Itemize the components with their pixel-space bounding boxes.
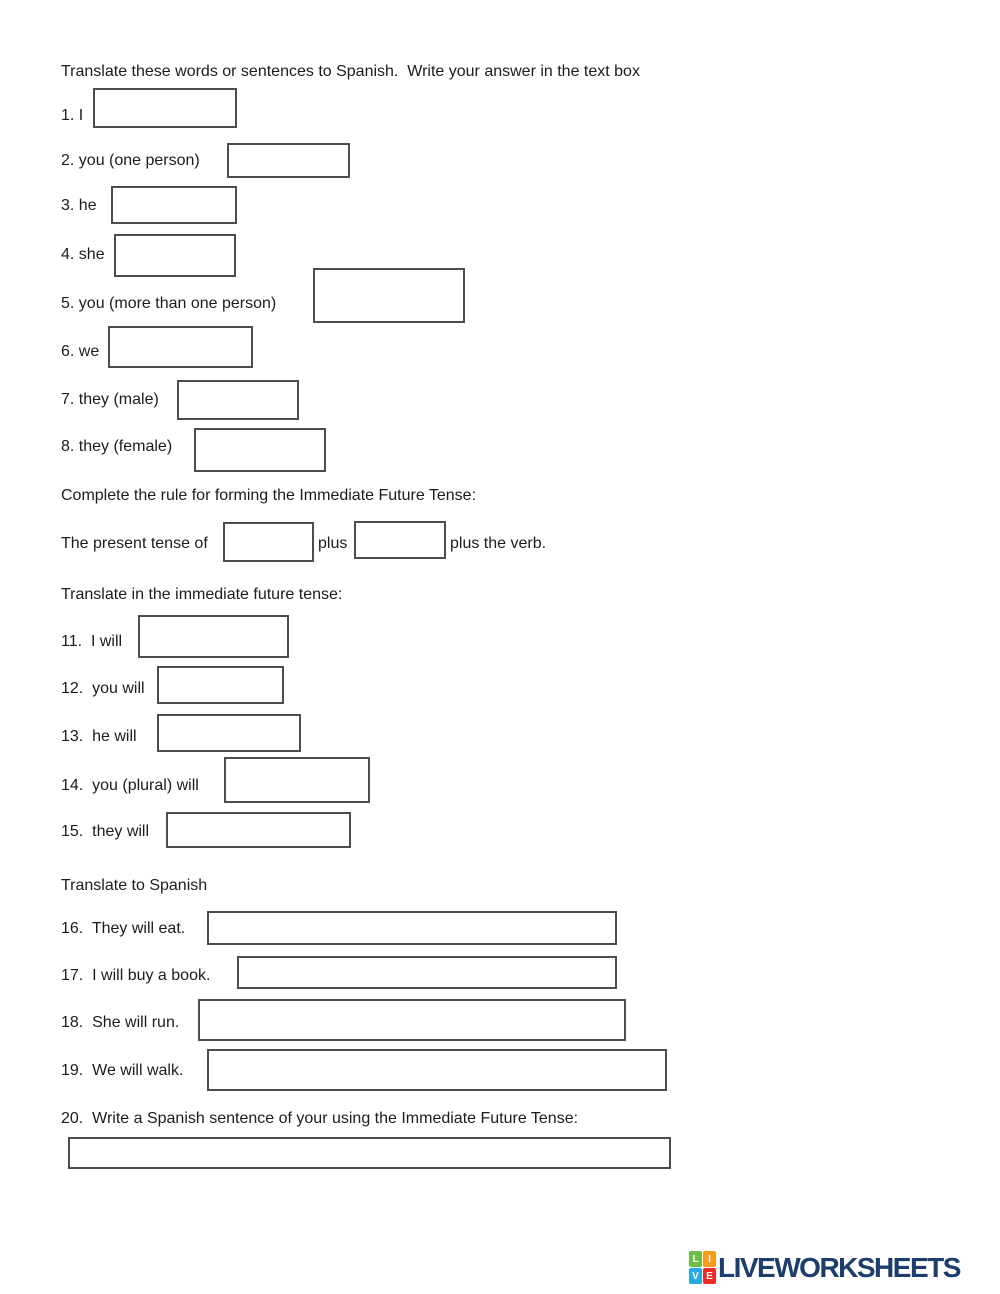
answer-input-5[interactable]	[313, 268, 465, 323]
rule-heading: Complete the rule for forming the Immediate Future Tense:	[61, 487, 477, 504]
item-label-20: 20. Write a Spanish sentence of your using the Immediate Future Tense:	[61, 1110, 579, 1127]
answer-input-6[interactable]	[108, 326, 253, 368]
future-heading: Translate in the immediate future tense:	[61, 586, 343, 603]
item-label-14: 14. you (plural) will	[61, 777, 199, 794]
rule-text-plus: plus	[318, 535, 348, 552]
item-label-2: 2. you (one person)	[61, 152, 200, 169]
rule-text-suffix: plus the verb.	[450, 535, 547, 552]
rule-text-prefix: The present tense of	[61, 535, 208, 552]
answer-input-11[interactable]	[138, 615, 289, 658]
answer-input-17[interactable]	[237, 956, 617, 989]
item-label-1: 1. I	[61, 107, 84, 124]
intro-text: Translate these words or sentences to Spanish. Write your answer in the text box	[61, 63, 640, 80]
item-label-19: 19. We will walk.	[61, 1062, 184, 1079]
item-label-16: 16. They will eat.	[61, 920, 186, 937]
item-label-8: 8. they (female)	[61, 438, 173, 455]
rule-input-2[interactable]	[354, 521, 446, 559]
logo-wordmark: LIVEWORKSHEETS	[718, 1251, 960, 1283]
answer-input-7[interactable]	[177, 380, 299, 420]
answer-input-20[interactable]	[68, 1137, 671, 1169]
item-label-7: 7. they (male)	[61, 391, 159, 408]
logo-tile-v: V	[689, 1268, 702, 1284]
item-label-5: 5. you (more than one person)	[61, 295, 277, 312]
item-label-18: 18. She will run.	[61, 1014, 180, 1031]
item-label-3: 3. he	[61, 197, 97, 214]
answer-input-16[interactable]	[207, 911, 617, 945]
logo-tile-i: I	[703, 1251, 716, 1267]
answer-input-4[interactable]	[114, 234, 236, 277]
answer-input-19[interactable]	[207, 1049, 667, 1091]
item-label-6: 6. we	[61, 343, 100, 360]
answer-input-2[interactable]	[227, 143, 350, 178]
answer-input-1[interactable]	[93, 88, 237, 128]
item-label-4: 4. she	[61, 246, 105, 263]
liveworksheets-logo	[689, 1251, 960, 1284]
logo-tiles-icon	[689, 1251, 716, 1284]
answer-input-12[interactable]	[157, 666, 284, 704]
answer-input-3[interactable]	[111, 186, 237, 224]
answer-input-14[interactable]	[224, 757, 370, 803]
item-label-17: 17. I will buy a book.	[61, 967, 211, 984]
item-label-13: 13. he will	[61, 728, 137, 745]
translate-heading: Translate to Spanish	[61, 877, 208, 894]
answer-input-13[interactable]	[157, 714, 301, 752]
item-label-11: 11. I will	[61, 633, 123, 650]
answer-input-15[interactable]	[166, 812, 351, 848]
item-label-12: 12. you will	[61, 680, 145, 697]
logo-tile-l: L	[689, 1251, 702, 1267]
rule-input-1[interactable]	[223, 522, 314, 562]
item-label-15: 15. they will	[61, 823, 150, 840]
logo-tile-e: E	[703, 1268, 716, 1284]
answer-input-18[interactable]	[198, 999, 626, 1041]
answer-input-8[interactable]	[194, 428, 326, 472]
